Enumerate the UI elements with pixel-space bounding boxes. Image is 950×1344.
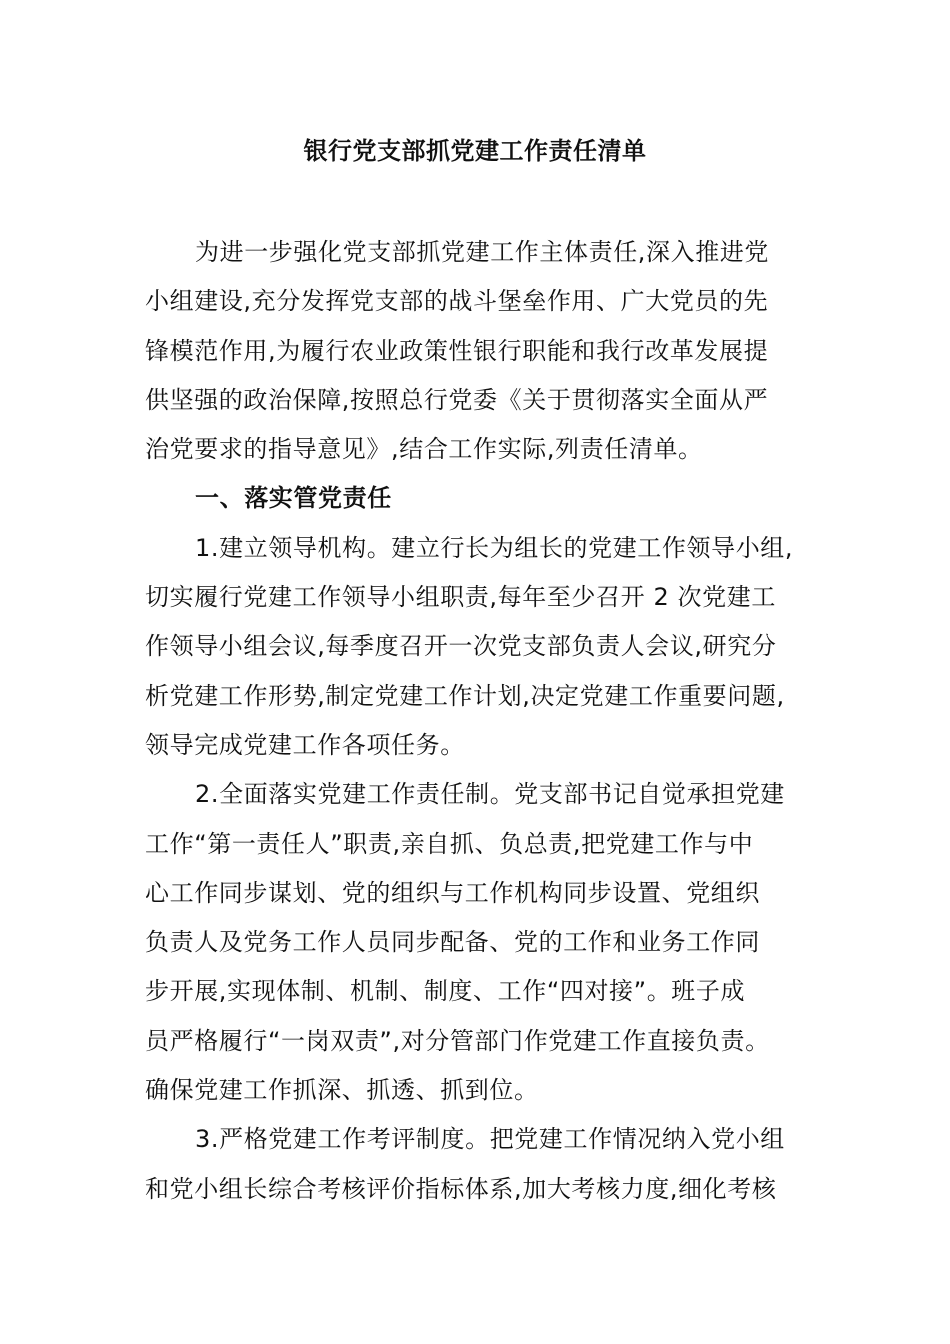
paragraph-line: 工作“第一责任人”职责,亲自抓、负总责,把党建工作与中 xyxy=(145,829,754,858)
paragraph-line: 步开展,实现体制、机制、制度、工作“四对接”。班子成 xyxy=(145,977,746,1006)
paragraph-line: 员严格履行“一岗双责”,对分管部门作党建工作直接负责。 xyxy=(145,1026,770,1055)
paragraph-line: 小组建设,充分发挥党支部的战斗堡垒作用、广大党员的先 xyxy=(145,287,769,316)
paragraph-line: 领导完成党建工作各项任务。 xyxy=(145,730,465,759)
paragraph-line: 3.严格党建工作考评制度。把党建工作情况纳入党小组 xyxy=(195,1125,785,1154)
paragraph-line: 负责人及党务工作人员同步配备、党的工作和业务工作同 xyxy=(145,928,760,957)
paragraph-line: 供坚强的政治保障,按照总行党委《关于贯彻落实全面从严 xyxy=(145,385,769,414)
paragraph-line: 心工作同步谋划、党的组织与工作机构同步设置、党组织 xyxy=(145,878,760,907)
paragraph-line: 治党要求的指导意见》,结合工作实际,列责任清单。 xyxy=(145,435,703,464)
paragraph-line: 为进一步强化党支部抓党建工作主体责任,深入推进党 xyxy=(195,238,770,266)
paragraph-line: 和党小组长综合考核评价指标体系,加大考核力度,细化考核 xyxy=(145,1174,777,1203)
paragraph-line: 析党建工作形势,制定党建工作计划,决定党建工作重要问题, xyxy=(145,681,785,710)
paragraph-line: 切实履行党建工作领导小组职责,每年至少召开 2 次党建工 xyxy=(145,583,776,612)
section-heading: 一、落实管党责任 xyxy=(195,484,392,513)
paragraph-line: 2.全面落实党建工作责任制。党支部书记自觉承担党建 xyxy=(195,780,785,809)
document-title: 银行党支部抓党建工作责任清单 xyxy=(303,137,647,165)
paragraph-line: 1.建立领导机构。建立行长为组长的党建工作领导小组, xyxy=(195,533,794,562)
paragraph-line: 确保党建工作抓深、抓透、抓到位。 xyxy=(145,1076,539,1105)
paragraph-line: 锋模范作用,为履行农业政策性银行职能和我行改革发展提 xyxy=(145,336,769,365)
document-body xyxy=(145,228,825,1214)
paragraph-line: 作领导小组会议,每季度召开一次党支部负责人会议,研究分 xyxy=(145,632,777,661)
